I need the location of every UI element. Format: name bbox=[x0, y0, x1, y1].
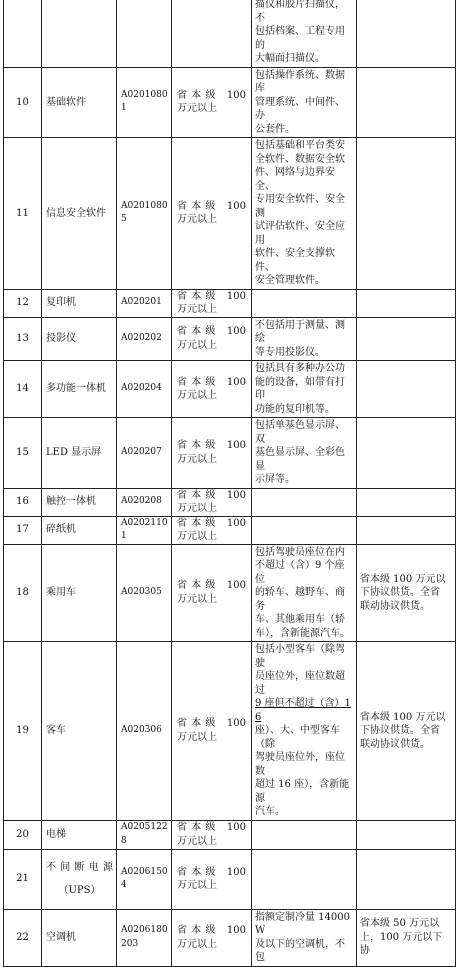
level-line: 省本级 100 bbox=[177, 822, 246, 833]
level-line: 万元以上 bbox=[177, 531, 217, 542]
threshold-level bbox=[172, 849, 252, 909]
note-line: 下协议供货。全省 bbox=[360, 587, 440, 598]
item-description bbox=[252, 0, 357, 67]
desc-line: 管理系统、中间件、办 bbox=[255, 96, 345, 121]
table-row bbox=[4, 361, 456, 418]
desc-line: 包括档案、工程专用的 bbox=[255, 26, 345, 51]
item-code: A020306 bbox=[117, 642, 172, 821]
desc-line: 超过 16 座），含新能源 bbox=[255, 779, 350, 804]
desc-line: 能的设备，如带有打印 bbox=[255, 376, 345, 401]
item-code: A020201 bbox=[117, 289, 172, 317]
note-line: 省本级 100 万元以 bbox=[360, 573, 446, 585]
item-note bbox=[357, 317, 456, 361]
item-name-line: 不间断电源 bbox=[46, 861, 113, 873]
level-line: 万元以上 bbox=[177, 731, 217, 743]
table-row bbox=[4, 516, 456, 544]
level-line: 省本级 100 bbox=[177, 925, 246, 936]
item-description bbox=[252, 849, 357, 909]
item-note bbox=[357, 516, 456, 544]
desc-line: 包括基础和平台类安 bbox=[255, 140, 345, 151]
item-code bbox=[117, 0, 172, 67]
level-line: 万元以上 bbox=[177, 339, 217, 351]
item-note bbox=[357, 67, 456, 138]
level-line: 万元以上 bbox=[177, 214, 217, 226]
item-name: 空调机 bbox=[42, 909, 117, 966]
desc-line: 座）、大、中型客车（除 bbox=[255, 725, 340, 750]
note-line: 下协议供货。全省 bbox=[360, 725, 440, 736]
desc-line: 包括操作系统、数据库 bbox=[255, 69, 345, 94]
desc-line: 驾驶员座位外，座位数 bbox=[255, 752, 345, 777]
table-row bbox=[4, 317, 456, 361]
row-number: 14 bbox=[4, 361, 42, 418]
desc-line: 安全管理软件。 bbox=[255, 275, 325, 286]
item-description bbox=[252, 361, 357, 418]
table-row bbox=[4, 488, 456, 516]
table-row bbox=[4, 418, 456, 489]
level-line: 万元以上 bbox=[177, 390, 217, 401]
desc-line: 车），含新能源汽车。 bbox=[255, 627, 350, 639]
item-note bbox=[357, 488, 456, 516]
table-row bbox=[4, 67, 456, 138]
threshold-level bbox=[172, 544, 252, 642]
level-line: 省本级 100 bbox=[177, 718, 246, 730]
level-line: 万元以上 bbox=[177, 453, 217, 465]
item-name: LED 显示屏 bbox=[42, 418, 117, 489]
item-name: 基础软件 bbox=[42, 67, 117, 138]
item-code: A020208 bbox=[117, 488, 172, 516]
item-code: A02051228 bbox=[117, 820, 172, 849]
threshold-level bbox=[172, 516, 252, 544]
table-row bbox=[4, 138, 456, 290]
item-note bbox=[357, 361, 456, 418]
level-line: 省本级 100 bbox=[177, 580, 246, 592]
table-row bbox=[4, 642, 456, 821]
item-description bbox=[252, 642, 357, 821]
desc-line: 不超过（含）9 个座位 bbox=[255, 560, 345, 585]
level-line: 万元以上 bbox=[177, 103, 217, 115]
item-name bbox=[42, 849, 117, 909]
item-name: 信息安全软件 bbox=[42, 138, 117, 290]
row-number: 12 bbox=[4, 289, 42, 317]
item-name-line: （UPS） bbox=[58, 885, 101, 896]
item-note bbox=[357, 289, 456, 317]
row-number: 11 bbox=[4, 138, 42, 290]
item-description bbox=[252, 516, 357, 544]
item-description bbox=[252, 418, 357, 489]
desc-line: 试评估软件、安全应用 bbox=[255, 221, 345, 246]
note-line: 省本级 100 万元以 bbox=[360, 711, 446, 723]
desc-line: 指额定制冷量 14000W bbox=[255, 911, 350, 936]
item-name: 投影仪 bbox=[42, 317, 117, 361]
item-note bbox=[357, 909, 456, 966]
item-name: 乘用车 bbox=[42, 544, 117, 642]
row-number: 13 bbox=[4, 317, 42, 361]
desc-line: 件、网络与边界安全、 bbox=[255, 167, 335, 192]
item-code: A0206180203 bbox=[117, 909, 172, 966]
row-number: 20 bbox=[4, 820, 42, 849]
table-row bbox=[4, 820, 456, 849]
level-line: 省本级 100 bbox=[177, 376, 246, 388]
level-line: 省本级 100 bbox=[177, 866, 246, 878]
level-line: 万元以上 bbox=[177, 503, 217, 514]
desc-line: 功能的复印机等。 bbox=[255, 403, 335, 415]
item-note bbox=[357, 642, 456, 821]
desc-line: 示屏等。 bbox=[255, 474, 295, 485]
item-code: A020207 bbox=[117, 418, 172, 489]
item-description bbox=[252, 820, 357, 849]
threshold-level bbox=[172, 820, 252, 849]
desc-line: 等专用投影仪。 bbox=[255, 346, 325, 358]
item-name: 复印机 bbox=[42, 289, 117, 317]
item-code: A020305 bbox=[117, 544, 172, 642]
note-line: 省本级 50 万元以 bbox=[360, 918, 440, 930]
item-name: 碎纸机 bbox=[42, 516, 117, 544]
desc-line: 包括小型客车（除驾驶 bbox=[255, 644, 345, 669]
level-line: 省本级 100 bbox=[177, 290, 246, 302]
desc-line: 及以下的空调机，不包 bbox=[255, 938, 345, 963]
level-line: 万元以上 bbox=[177, 880, 217, 891]
item-note bbox=[357, 849, 456, 909]
desc-line: 车、其他乘用车（轿 bbox=[255, 614, 345, 625]
threshold-level bbox=[172, 138, 252, 290]
note-line: 联动协议供货。 bbox=[360, 738, 430, 750]
threshold-level bbox=[172, 67, 252, 138]
item-note bbox=[357, 544, 456, 642]
desc-line: 9 座但不超过（含）16 bbox=[255, 698, 351, 723]
item-code: A02010801 bbox=[117, 67, 172, 138]
level-line: 万元以上 bbox=[177, 938, 217, 950]
threshold-level bbox=[172, 289, 252, 317]
threshold-level bbox=[172, 317, 252, 361]
item-note bbox=[357, 138, 456, 290]
row-number: 16 bbox=[4, 488, 42, 516]
level-line: 省本级 100 bbox=[177, 489, 246, 501]
item-code: A020202 bbox=[117, 317, 172, 361]
item-name bbox=[42, 0, 117, 67]
item-code: A02061504 bbox=[117, 849, 172, 909]
item-description bbox=[252, 909, 357, 966]
item-name: 电梯 bbox=[42, 820, 117, 849]
item-note bbox=[357, 820, 456, 849]
desc-line: 描仪和胶片扫描仪，不 bbox=[255, 0, 345, 24]
desc-line: 专用安全软件、安全测 bbox=[255, 194, 345, 219]
level-line: 万元以上 bbox=[177, 593, 217, 605]
table-row bbox=[4, 289, 456, 317]
threshold-level bbox=[172, 909, 252, 966]
desc-line: 汽车。 bbox=[255, 806, 285, 817]
level-line: 万元以上 bbox=[177, 304, 217, 315]
row-number: 15 bbox=[4, 418, 42, 489]
item-description bbox=[252, 289, 357, 317]
item-description bbox=[252, 488, 357, 516]
desc-line: 包括驾驶员座位在内 bbox=[255, 546, 345, 558]
row-number: 22 bbox=[4, 909, 42, 966]
table-row bbox=[4, 909, 456, 966]
threshold-level bbox=[172, 418, 252, 489]
item-description bbox=[252, 544, 357, 642]
table-row bbox=[4, 544, 456, 642]
level-line: 万元以上 bbox=[177, 835, 217, 847]
desc-line: 员座位外，座位数超过 bbox=[255, 671, 345, 696]
desc-line: 基色显示屏、全彩色显 bbox=[255, 447, 345, 472]
threshold-level bbox=[172, 642, 252, 821]
level-line: 省本级 100 bbox=[177, 517, 246, 529]
threshold-level bbox=[172, 361, 252, 418]
row-number: 17 bbox=[4, 516, 42, 544]
desc-line: 不包括用于测量、测绘 bbox=[255, 319, 345, 344]
item-name: 多功能一体机 bbox=[42, 361, 117, 418]
desc-line: 软件、安全支撑软件、 bbox=[255, 248, 335, 273]
item-code: A02010805 bbox=[117, 138, 172, 290]
table-row bbox=[4, 0, 456, 67]
item-note bbox=[357, 418, 456, 489]
row-number: 21 bbox=[4, 849, 42, 909]
item-description bbox=[252, 138, 357, 290]
level-line: 省本级 100 bbox=[177, 440, 246, 452]
desc-line: 大幅面扫描仪。 bbox=[255, 53, 325, 64]
level-line: 省本级 100 bbox=[177, 89, 246, 101]
note-line: 上，100 万元以下协 bbox=[360, 931, 443, 957]
level-line: 省本级 100 bbox=[177, 326, 246, 338]
item-code: A020204 bbox=[117, 361, 172, 418]
row-number bbox=[4, 0, 42, 67]
item-code: A02021101 bbox=[117, 516, 172, 544]
procurement-catalog-table bbox=[3, 0, 456, 967]
item-name: 触控一体机 bbox=[42, 488, 117, 516]
item-name: 客车 bbox=[42, 642, 117, 821]
table-row bbox=[4, 849, 456, 909]
threshold-level bbox=[172, 0, 252, 67]
desc-line: 全软件、数据安全软 bbox=[255, 153, 345, 165]
threshold-level bbox=[172, 488, 252, 516]
item-description bbox=[252, 317, 357, 361]
row-number: 10 bbox=[4, 67, 42, 138]
desc-line: 公套件。 bbox=[255, 123, 295, 135]
desc-line: 包括单基色显示屏、双 bbox=[255, 420, 345, 445]
row-number: 19 bbox=[4, 642, 42, 821]
level-line: 省本级 100 bbox=[177, 200, 246, 212]
note-line: 联动协议供货。 bbox=[360, 600, 430, 612]
item-note bbox=[357, 0, 456, 67]
row-number: 18 bbox=[4, 544, 42, 642]
item-description bbox=[252, 67, 357, 138]
desc-line: 包括具有多种办公功 bbox=[255, 363, 345, 374]
desc-line: 的轿车、越野车、商务 bbox=[255, 587, 345, 612]
